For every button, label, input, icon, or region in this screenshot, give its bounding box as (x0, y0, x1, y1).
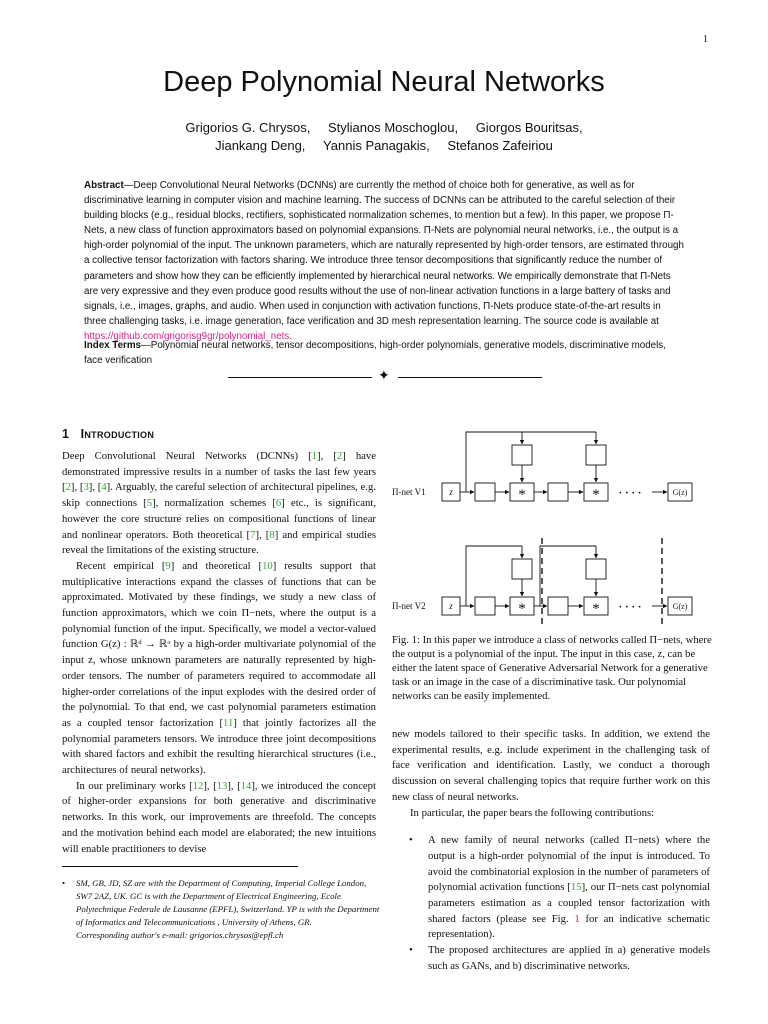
section-heading (62, 427, 154, 441)
author: Yannis Panagakis, (323, 138, 430, 153)
input-symbol: z (449, 601, 453, 611)
divider-diamond-icon: ✦ (378, 369, 390, 384)
hadamard-product-symbol: * (592, 601, 600, 617)
row1-label: Π-net V1 (392, 487, 426, 497)
index-terms (84, 338, 684, 368)
continuation-dots: · · · · (618, 487, 642, 499)
index-terms-dash: — (141, 340, 151, 351)
divider-line-right (398, 377, 542, 378)
citation-link[interactable]: 2 (65, 481, 71, 494)
figure-1-diagram (390, 420, 720, 630)
paragraph: In our preliminary works [12], [13], [14], we introduced the concept of higher-order expansions for both generative and discriminative networks. In this work, our improvements are threefold. The concepts and the motivation behind each model are elaborated; the new intuitions will enable practitioners to devise (62, 779, 376, 855)
authors-line-2 (0, 137, 768, 155)
footnote-rule (62, 866, 298, 867)
citation-link[interactable]: 1 (311, 450, 318, 462)
paper-title: Deep Polynomial Neural Networks (163, 66, 605, 98)
authors (0, 119, 768, 155)
page-number: 1 (703, 34, 708, 45)
index-terms-text: Polynomial neural networks, tensor decompositions, high-order polynomials, generative models, discriminative models, face verification (84, 340, 666, 367)
abstract-text: Deep Convolutional Neural Networks (DCNNs) are currently the method of choice both for generative, as well as for discriminative learning in computer vision and machine learning. The success of DCNNs can be attributed to the careful selection of their building blocks (e.g., residual blocks, rectifiers, sophisticated normalization schemes, to mention but a few). In this paper, we propose Π-Nets, a new class of function approximators based on polynomial expansions. Π-Nets are polynomial neural networks, i.e., the output is a high-order polynomial of the input. The unknown parameters, which are naturally represented by high-order tensors, are estimated through a collective tensor factorization with factors sharing. We introduce three tensor decompositions that significantly reduce the number of parameters and show how they can be efficiently implemented by hierarchical neural networks. We empirically demonstrate that Π-Nets are very expressive and they even produce good results without the use of non-linear activation functions in a large battery of tasks and signals, i.e., images, graphs, and audio. When used in conjunction with activation functions, Π-Nets produce state-of-the-art results in three challenging tasks, i.e. image generation, face verification and 3D mesh representation learning. The source code is available at (84, 180, 684, 327)
author: Jiankang Deng, (215, 138, 306, 153)
figure-link[interactable]: 1 (574, 912, 580, 925)
author: Giorgos Bouritsas, (475, 120, 583, 135)
citation-link[interactable]: 13 (216, 779, 228, 792)
right-column-text (392, 727, 710, 975)
source-code-link[interactable]: https://github.com/grigorisg9gr/polynomial_nets (84, 330, 290, 342)
abstract-end: . (289, 330, 293, 342)
left-column-text (62, 449, 376, 857)
author: Stylianos Moschoglou, (327, 120, 459, 135)
section-divider (228, 370, 542, 386)
authors-line-1 (0, 119, 768, 137)
block (586, 559, 606, 579)
hadamard-product-symbol: * (592, 487, 600, 503)
author: Stefanos Zafeiriou (447, 138, 553, 153)
figure-caption: Fig. 1: In this paper we introduce a class of networks called Π−nets, where the output is a polynomial of the input. The input in this case, z, can be either the latent space of Generative Adversarial Network for a generative task or an image in the case of a discriminative task. Our polynomial networks can be easily implemented. (392, 634, 712, 702)
output-symbol: G(z) (672, 488, 688, 497)
citation-link[interactable]: 15 (570, 881, 582, 894)
citation-link[interactable]: 5 (146, 497, 153, 510)
paragraph: Deep Convolutional Neural Networks (DCNNs) [1], [2] have demonstrated impressive results in a number of tasks the last few years [2], [3], [4]. Arguably, the careful selection of architectural pipelines, e.g. skip connections [5], normalization schemes [6] etc., is significant, however the core structure relies on compositional functions of linear and nonlinear operators. Both theoretical [7], [8] and empirical studies reveal the limitations of the existing structure. (62, 450, 377, 557)
bullet-icon: • (409, 944, 413, 957)
paragraph: new models tailored to their specific tasks. In addition, we extend the experimental results, e.g. include experiment in the challenging task of face verification and identification. Lastly, we conduct a thorough discussion on several challenging topics that require further work on this new class of neural networks. (392, 728, 710, 803)
citation-link[interactable]: 11 (223, 716, 234, 729)
row2-label: Π-net V2 (392, 601, 426, 611)
bullet-icon: • (409, 834, 413, 847)
block (548, 483, 568, 501)
input-symbol: z (449, 487, 453, 497)
block (512, 445, 532, 465)
block (586, 445, 606, 465)
contributions-list (392, 833, 710, 974)
abstract (84, 178, 684, 344)
block (548, 597, 568, 615)
citation-link[interactable]: 14 (240, 779, 252, 792)
abstract-dash: — (123, 180, 134, 191)
continuation-dots: · · · · (618, 601, 642, 613)
block (512, 559, 532, 579)
citation-link[interactable]: 3 (83, 481, 89, 494)
citation-link[interactable]: 8 (269, 528, 275, 541)
citation-link[interactable]: 10 (262, 559, 273, 572)
output-symbol: G(z) (672, 602, 688, 611)
citation-link[interactable]: 7 (250, 528, 256, 541)
citation-link[interactable]: 9 (165, 559, 171, 572)
footnote-affiliations: SM, GB, JD, SZ are with the Department of Computing, Imperial College London, SW7 2AZ, UK. GC is with the Department of Electrical Engineering, Ecole Polytechnique Federale de Lausanne (EPFL), Switzerland. YP is with the Department of Informatics and Telecommunications , University of Athens, GR. (76, 878, 380, 927)
footnote-bullet: • (62, 878, 66, 888)
footnote-email: Corresponding author's e-mail: grigorios.chrysos@epfl.ch (76, 930, 284, 940)
citation-link[interactable]: 12 (192, 779, 204, 792)
hadamard-product-symbol: * (518, 487, 526, 503)
citation-link[interactable]: 6 (275, 497, 282, 510)
abstract-label: Abstract (84, 180, 124, 191)
citation-link[interactable]: 4 (101, 481, 107, 494)
divider-line-left (228, 377, 372, 378)
list-item: • The proposed architectures are applied in a) generative models such as GANs, and b) discriminative networks. (409, 944, 710, 972)
block (475, 483, 495, 501)
hadamard-product-symbol: * (518, 601, 526, 617)
section-title: Introduction (80, 427, 155, 441)
paragraph: Recent empirical [9] and theoretical [10] results support that multiplicative interactions expand the classes of functions that can be approximated. Motivated by these findings, we study a new class of function approximators, which we coin Π−nets, where the output is a polynomial function of the input. Specifically, we model a vector-valued function G(z) : ℝᵈ → ℝᵒ by a high-order multivariate polynomial of the input z, whose unknown parameters are naturally represented by high-order tensors. The number of parameters required to accommodate all higher-order correlations of the input explodes with the desired order of the polynomial. To that end, we cast polynomial parameters estimation as a coupled tensor factorization [11] that jointly factorizes all the polynomial parameters tensors. We introduce three joint decompositions with shared factors and exhibit the resulting hierarchical structures (i.e., architectures of neural networks). (62, 559, 377, 777)
footnote (62, 877, 380, 942)
author: Grigorios G. Chrysos, (185, 120, 311, 135)
citation-link[interactable]: 2 (336, 450, 343, 462)
paragraph: In particular, the paper bears the following contributions: (410, 806, 655, 819)
block (475, 597, 495, 615)
index-terms-label: Index Terms (84, 340, 141, 351)
section-number: 1 (62, 427, 70, 441)
list-item: • A new family of neural networks (called Π−nets) where the output is a high-order polynomial of the input is introduced. To avoid the combinatorial explosion in the number of parameters of polynomial activation functions [15], our Π−nets cast polynomial parameters estimation as a coupled tensor factorization with shared factors (please see Fig. 1 for an indicative schematic representation). (409, 834, 711, 941)
